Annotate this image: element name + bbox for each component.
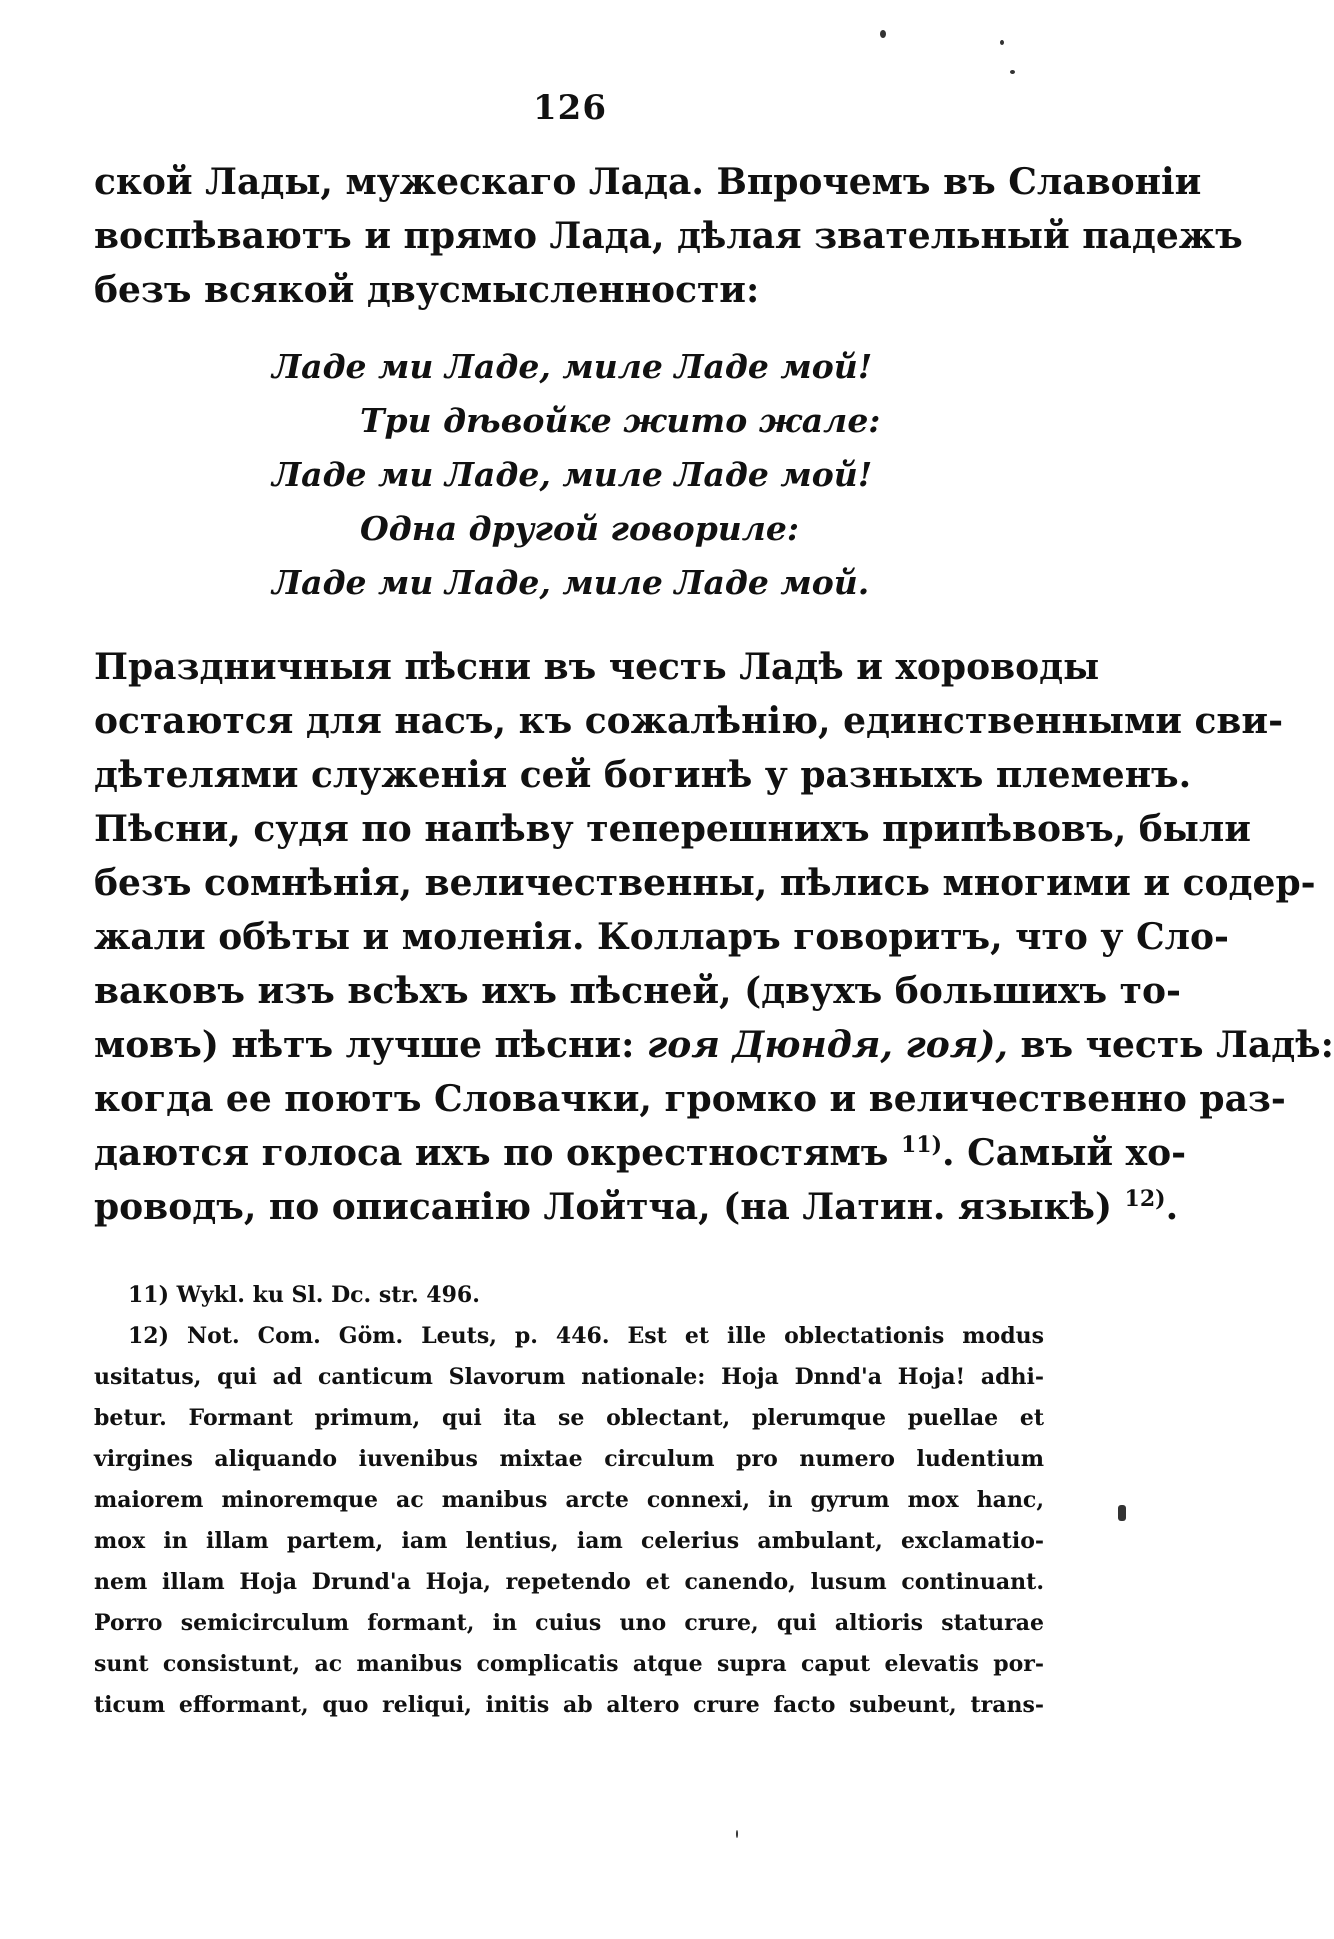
footnote-12-line: ticum efformant, quo reliqui, initis ab altero crure facto subeunt, trans- [94,1692,1044,1718]
italic-song-title: гоя Дюндя, гоя), [646,1024,1008,1066]
song-refrain-line: Ладе ми Ладе, миле Ладе мой. [272,563,870,602]
text-line: дѣтелями служенія сей богинѣ у разныхъ племенъ. [94,754,1192,796]
song-verse-line: Три дѣвойке жито жале: [360,401,881,440]
footnote-ref-11: 11) [900,1132,943,1158]
scan-speck [1000,40,1004,45]
footnotes [94,1275,1044,1726]
text-line [94,1126,1187,1180]
scan-speck [1118,1505,1126,1521]
text-segment: роводъ, по описанію Лойтча, (на Латин. языкѣ) [94,1186,1112,1228]
text-segment: даются голоса ихъ по окрестностямъ [94,1132,889,1174]
text-segment: въ честь Ладѣ: [1020,1024,1334,1066]
footnote-12-line: virgines aliquando iuvenibus mixtae circulum pro numero ludentium [94,1446,1044,1472]
footnote-12-line: sunt consistunt, ac manibus complicatis atque supra caput elevatis por- [94,1651,1044,1677]
footnote-12-line: Porro semicirculum formant, in cuius uno crure, qui altioris staturae [94,1610,1044,1636]
text-segment: мовъ) нѣтъ лучше пѣсни: [94,1024,635,1066]
text-line: Праздничныя пѣсни въ честь Ладѣ и хороводы [94,646,1100,688]
song-refrain-line: Ладе ми Ладе, миле Ладе мой! [272,347,873,386]
text-line [94,1018,1334,1072]
text-line: когда ее поютъ Словачки, громко и величественно раз- [94,1078,1286,1120]
text-line: жали обѣты и моленія. Колларъ говоритъ, что у Сло- [94,916,1229,958]
footnote-11: 11) Wykl. ku Sl. Dc. str. 496. [128,1282,480,1308]
text-segment: . Самый хо- [942,1132,1187,1174]
text-line: безъ всякой двусмысленности: [94,269,760,311]
footnote-12-line: usitatus, qui ad canticum Slavorum nationale: Hoja Dnnd'a Hoja! adhi- [94,1364,1044,1390]
scan-speck [880,30,886,38]
page-number: 126 [533,88,607,128]
text-line: Пѣсни, судя по напѣву теперешнихъ припѣвовъ, были [94,808,1251,850]
text-line: ской Лады, мужескаго Лада. Впрочемъ въ Славоніи [94,161,1202,203]
footnote-12-line: betur. Formant primum, qui ita se oblectant, plerumque puellae et [94,1405,1044,1431]
scan-speck [736,1830,738,1838]
footnote-ref-12: 12) [1124,1186,1166,1212]
text-line: остаются для насъ, къ сожалѣнію, единственными сви- [94,700,1284,742]
text-segment: . [1165,1186,1179,1228]
song-verse [0,340,1140,610]
text-line: безъ сомнѣнія, величественны, пѣлись многими и содер- [94,862,1316,904]
text-line [94,1180,1179,1234]
footnote-12-line: nem illam Hoja Drund'a Hoja, repetendo et canendo, lusum continuant. [94,1569,1044,1595]
paragraph-1 [94,155,1243,317]
song-refrain-line: Ладе ми Ладе, миле Ладе мой! [272,455,873,494]
paragraph-2 [94,640,1334,1234]
footnote-12-line: mox in illam partem, iam lentius, iam celerius ambulant, exclamatio- [94,1528,1044,1554]
footnote-12-line: 12) Not. Com. Göm. Leuts, p. 446. Est et ille oblectationis modus [128,1323,1044,1349]
footnote-12-line: maiorem minoremque ac manibus arcte connexi, in gyrum mox hanc, [94,1487,1044,1513]
song-verse-line: Одна другой говориле: [360,509,800,548]
scan-speck [1010,70,1015,74]
text-line: ваковъ изъ всѣхъ ихъ пѣсней, (двухъ большихъ то- [94,970,1181,1012]
text-line: воспѣваютъ и прямо Лада, дѣлая звательный падежъ [94,215,1243,257]
